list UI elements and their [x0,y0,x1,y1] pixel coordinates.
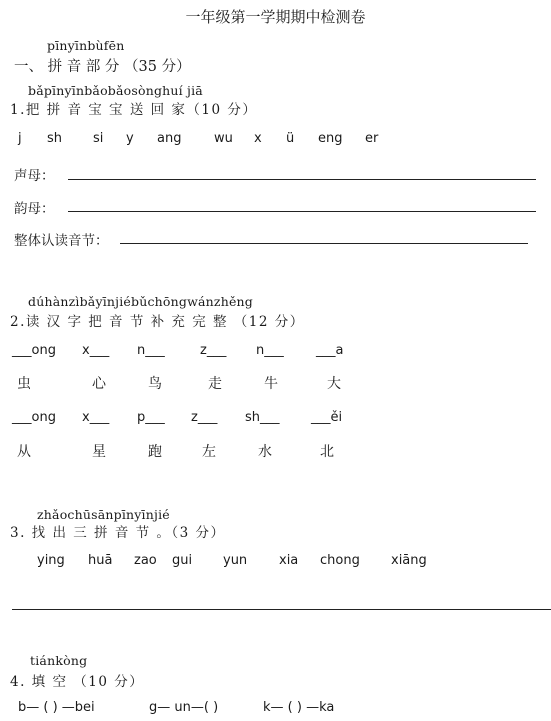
q2-hanzi: 北 [320,444,334,460]
q1-pinyin: bǎpīnyīnbǎobǎosònghuí jiā [28,83,203,98]
label-shengmu: 声母： [14,168,55,184]
q3-word[interactable]: xia [279,553,299,568]
label-zhengti: 整体认读音节： [14,233,109,249]
q4-title: 4. 填 空 （10 分） [10,674,145,690]
q2-hanzi: 水 [258,444,272,460]
q4-pinyin: tiánkòng [30,653,88,668]
q2-hanzi: 从 [17,444,31,460]
q4-fill-item[interactable]: k— ( ) —ka [263,700,335,715]
q2-hanzi: 心 [92,376,106,392]
q2-hanzi: 星 [92,444,106,460]
q3-word[interactable]: gui [172,553,193,568]
q2-blank-pinyin[interactable]: ___a [316,343,344,358]
q4-fill-item[interactable]: g— un—( ) [149,700,219,715]
q2-char-row-2 [0,441,551,461]
q2-hanzi: 左 [202,444,216,460]
q1-letter: si [93,131,104,146]
q2-blank-pinyin[interactable]: z___ [191,410,218,425]
q3-pinyin: zhǎochūsānpīnyīnjié [37,507,170,522]
q4-fill-item[interactable]: b— ( ) —bei [18,700,95,715]
q4-fill-row [0,700,551,718]
q2-blank-pinyin[interactable]: n___ [256,343,284,358]
q3-title: 3. 找 出 三 拼 音 节 。（3 分） [10,525,226,541]
q2-blank-pinyin[interactable]: p___ [137,410,165,425]
q1-letter: ang [157,131,182,146]
q3-answer-line[interactable] [12,609,551,610]
q1-letter: x [254,131,262,146]
q3-word[interactable]: zao [134,553,157,568]
q2-blank-pinyin[interactable]: n___ [137,343,165,358]
q2-hanzi: 走 [208,376,222,392]
section1-heading: 一、 拼 音 部 分 （35 分） [14,59,191,75]
q2-title: 2.读 汉 字 把 音 节 补 充 完 整 （12 分） [10,314,305,330]
yunmu-answer-line[interactable] [68,211,536,212]
q3-word[interactable]: huā [88,553,113,568]
label-yunmu: 韵母： [14,201,55,217]
q3-word[interactable]: chong [320,553,360,568]
q2-hanzi: 跑 [148,444,162,460]
q1-letter: ü [286,131,295,146]
q1-letter-row [0,131,551,149]
q1-letter: y [126,131,134,146]
q2-blank-pinyin[interactable]: ___ěi [311,410,343,425]
shengmu-answer-line[interactable] [68,179,536,180]
q2-blank-pinyin[interactable]: x___ [82,410,110,425]
page-title: 一年级第一学期期中检测卷 [185,8,366,26]
q2-pinyin-row-1 [0,343,551,361]
q2-blank-pinyin[interactable]: sh___ [245,410,280,425]
q3-word[interactable]: xiāng [391,553,427,568]
q2-blank-pinyin[interactable]: ___ong [12,410,56,425]
q1-letter: er [365,131,379,146]
q2-hanzi: 虫 [17,376,31,392]
section1-pinyin: pīnyīnbùfēn [47,38,125,53]
q1-letter: eng [318,131,343,146]
q1-letter: j [18,131,22,146]
q2-hanzi: 大 [327,376,341,392]
q2-blank-pinyin[interactable]: ___ong [12,343,56,358]
zhengti-answer-line[interactable] [120,243,528,244]
q3-word[interactable]: ying [37,553,65,568]
q2-hanzi: 牛 [264,376,278,392]
q3-word-row [0,553,551,571]
q1-title: 1.把 拼 音 宝 宝 送 回 家（10 分） [10,102,258,118]
q2-blank-pinyin[interactable]: x___ [82,343,110,358]
q2-hanzi: 鸟 [148,376,162,392]
q2-blank-pinyin[interactable]: z___ [200,343,227,358]
q2-pinyin-row-2 [0,410,551,428]
q3-word[interactable]: yun [223,553,248,568]
q1-letter: sh [47,131,63,146]
q2-char-row-1 [0,373,551,393]
q2-pinyin: dúhànzìbǎyīnjiébǔchōngwánzhěng [28,294,253,309]
q1-letter: wu [214,131,233,146]
